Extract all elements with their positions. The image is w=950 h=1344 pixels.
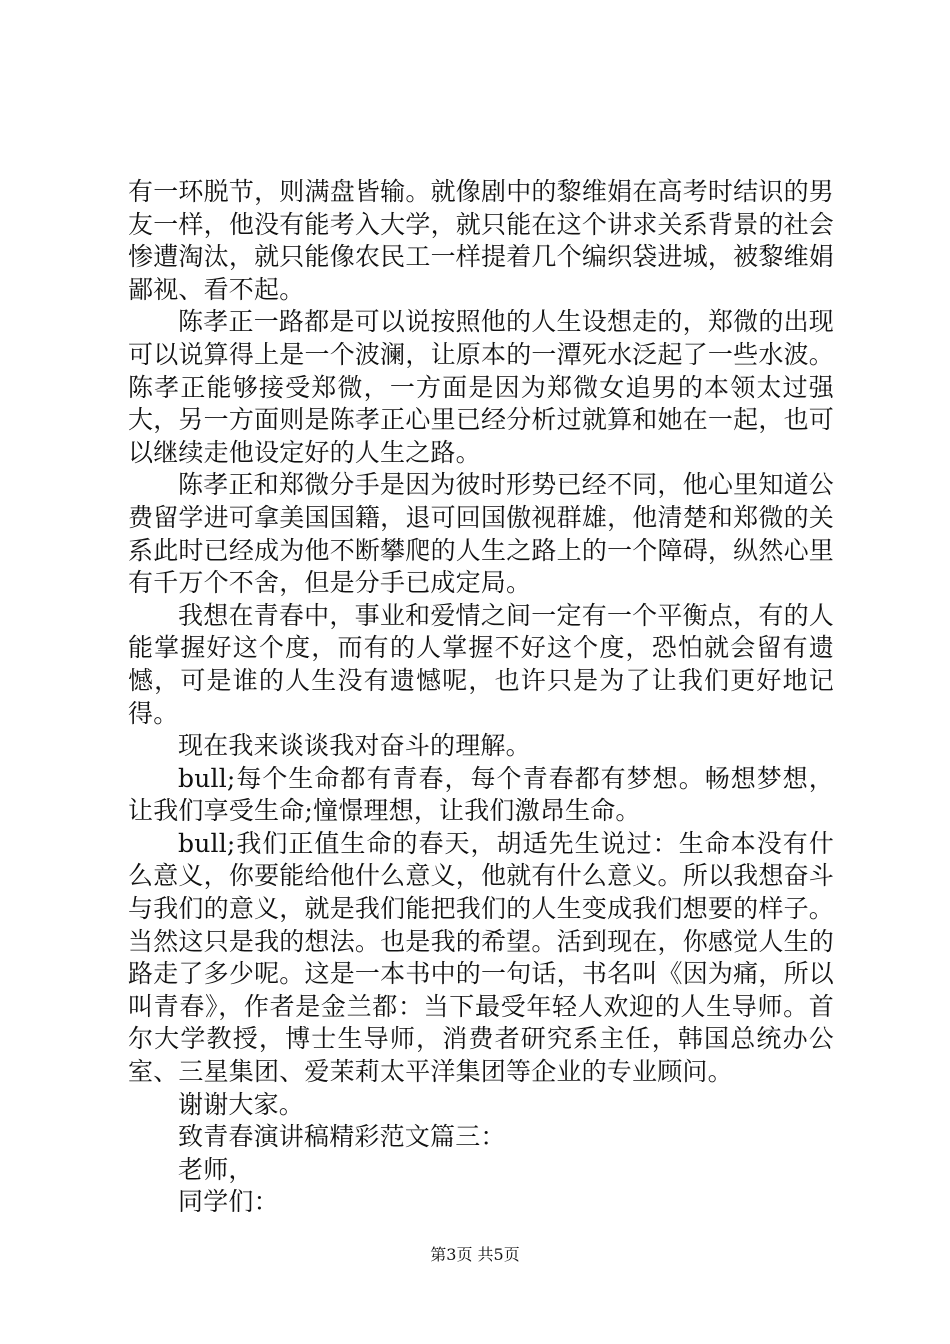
paragraph-greeting-students: 同学们： (178, 1187, 279, 1217)
paragraph-balance: 我想在青春中，事业和爱情之间一定有一个平衡点，有的人能掌握好这个度，而有的人掌握不好这个度，恐怕就会留有遗憾，可是谁的人生没有遗憾呢，也许只是为了让我们更好地记得。 (128, 600, 834, 728)
document-body (128, 176, 834, 1219)
paragraph-struggle-intro: 现在我来谈谈我对奋斗的理解。 (178, 731, 531, 761)
paragraph-greeting-teachers: 老师， (178, 1154, 254, 1184)
paragraph-breakup: 陈孝正和郑微分手是因为彼时形势已经不同，他心里知道公费留学进可拿美国国籍，退可回国傲视群雄，他清楚和郑微的关系此时已经成为他不断攀爬的人生之路上的一个障碍，纵然心里有千万个不舍，但是分手已成定局。 (128, 470, 834, 598)
paragraph-chen-xiaozheng-path: 陈孝正一路都是可以说按照他的人生设想走的，郑微的出现可以说算得上是一个波澜，让原本的一潭死水泛起了一些水波。陈孝正能够接受郑微，一方面是因为郑微女追男的本领太过强大，另一方面则是陈孝正心里已经分析过就算和她在一起，也可以继续走他设定好的人生之路。 (128, 307, 834, 467)
paragraph-continuation: 有一环脱节，则满盘皆输。就像剧中的黎维娟在高考时结识的男友一样，他没有能考入大学，就只能在这个讲求关系背景的社会惨遭淘汰，就只能像农民工一样提着几个编织袋进城，被黎维娟鄙视、看不起。 (128, 177, 834, 304)
paragraph-bullet-dreams: bull;每个生命都有青春，每个青春都有梦想。畅想梦想，让我们享受生命;憧憬理想，让我们激昂生命。 (128, 763, 834, 826)
paragraph-thanks: 谢谢大家。 (178, 1089, 305, 1119)
page-number-footer: 第3页 共5页 (430, 1245, 520, 1264)
paragraph-bullet-meaning: bull;我们正值生命的春天，胡适先生说过：生命本没有什么意义，你要能给他什么意义，他就有什么意义。所以我想奋斗与我们的意义，就是我们能把我们的人生变成我们想要的样子。当然这只是我的想法。也是我的希望。活到现在，你感觉人生的路走了多少呢。这是一本书中的一句话，书名叫《因为痛，所以叫青春》，作者是金兰都：当下最受年轻人欢迎的人生导师。首尔大学教授，博士生导师，消费者研究系主任，韩国总统办公室、三星集团、爱茉莉太平洋集团等企业的专业顾问。 (128, 828, 834, 1087)
paragraph-section-heading: 致青春演讲稿精彩范文篇三： (178, 1122, 506, 1152)
